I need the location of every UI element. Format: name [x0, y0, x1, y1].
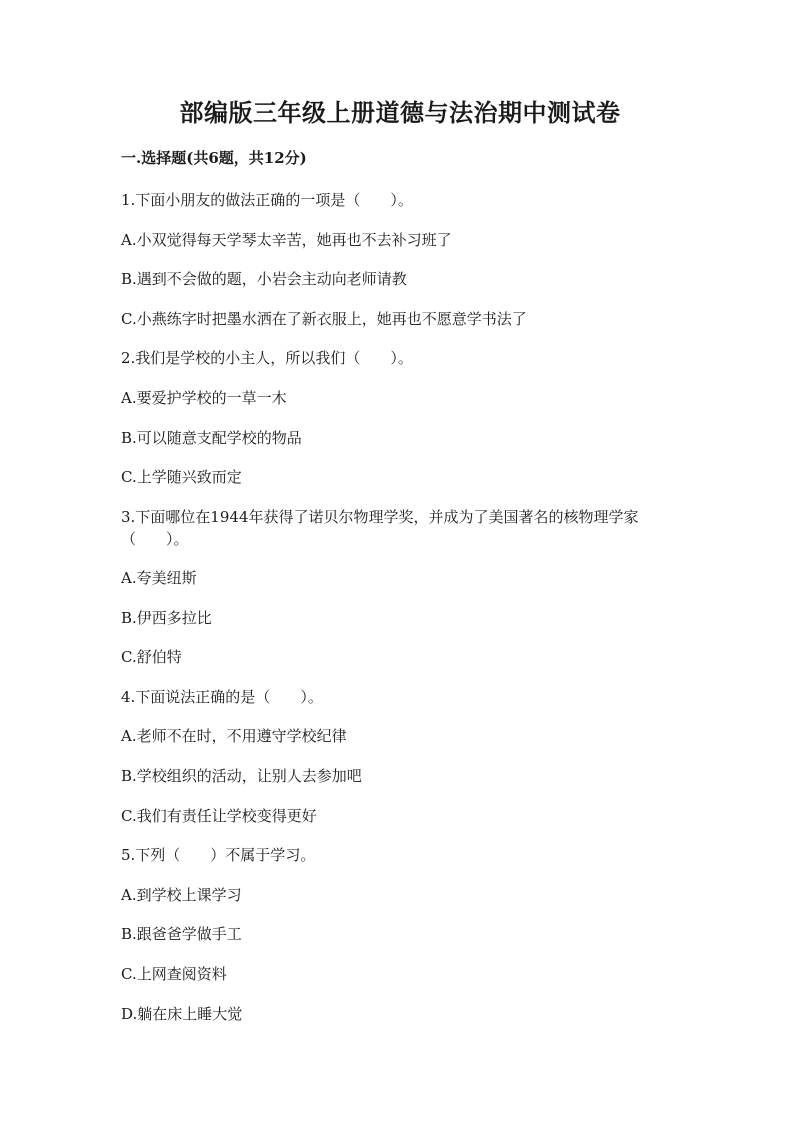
question-5-stem: 5.下列（ ）不属于学习。 — [121, 846, 316, 864]
question-4-option-c: C.我们有责任让学校变得更好 — [121, 807, 317, 825]
question-3-stem: 3.下面哪位在1944年获得了诺贝尔物理学奖，并成为了美国著名的核物理学家 — [121, 508, 639, 526]
question-1-stem: 1.下面小朋友的做法正确的一项是（ ）。 — [121, 191, 413, 209]
question-2-option-a: A.要爱护学校的一草一木 — [121, 389, 287, 407]
question-3-option-a: A.夸美纽斯 — [121, 569, 197, 587]
question-3-option-c: C.舒伯特 — [121, 648, 182, 666]
question-2-stem: 2.我们是学校的小主人，所以我们（ ）。 — [121, 349, 413, 367]
page-title: 部编版三年级上册道德与法治期中测试卷 — [179, 98, 621, 127]
question-5-option-a: A.到学校上课学习 — [121, 886, 242, 904]
section-heading: 一.选择题(共6题，共12分) — [121, 149, 307, 167]
question-2-option-b: B.可以随意支配学校的物品 — [121, 429, 302, 447]
question-1-option-b: B.遇到不会做的题，小岩会主动向老师请教 — [121, 270, 407, 288]
question-5-option-b: B.跟爸爸学做手工 — [121, 925, 242, 943]
question-4-option-b: B.学校组织的活动，让别人去参加吧 — [121, 767, 362, 785]
question-5-option-d: D.躺在床上睡大觉 — [121, 1005, 243, 1023]
question-3-option-b: B.伊西多拉比 — [121, 609, 212, 627]
question-3-stem-continued: （ ）。 — [121, 530, 189, 548]
question-1-option-a: A.小双觉得每天学琴太辛苦，她再也不去补习班了 — [121, 231, 452, 249]
question-4-stem: 4.下面说法正确的是（ ）。 — [121, 688, 323, 706]
question-4-option-a: A.老师不在时，不用遵守学校纪律 — [121, 727, 347, 745]
question-2-option-c: C.上学随兴致而定 — [121, 468, 242, 486]
question-5-option-c: C.上网查阅资料 — [121, 965, 227, 983]
question-1-option-c: C.小燕练字时把墨水洒在了新衣服上，她再也不愿意学书法了 — [121, 310, 527, 328]
